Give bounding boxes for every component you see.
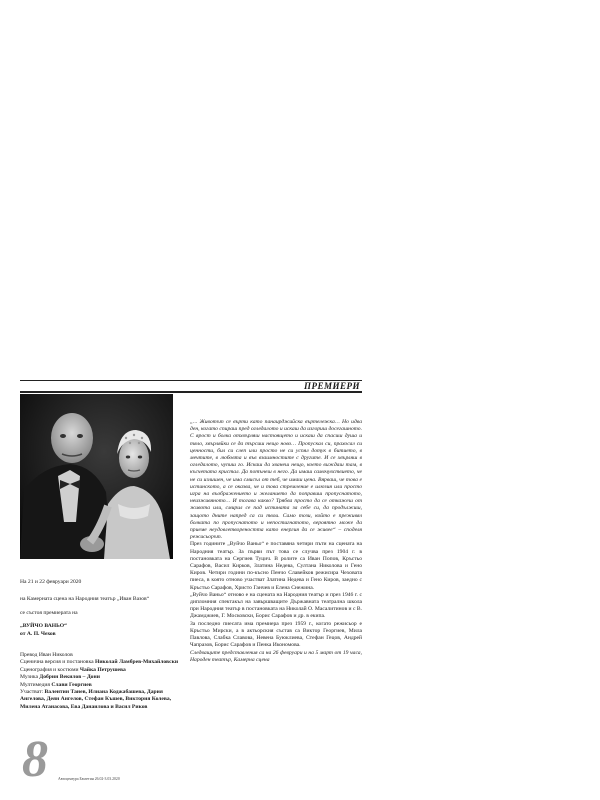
credit-label: Сценография и костюми: [20, 666, 80, 673]
credit-name: Добрин Векилов – Дони: [39, 674, 100, 681]
article-body: [190, 419, 362, 664]
credit-name: Николай Ламбрев-Михайловски: [94, 659, 179, 666]
credit-name: Валентин Танев, Илиана Коджабашева, Дария Ангелова, Деян Ангелов, Стефан Къшев, Виктория Колева, Милена Атанасова, Ева Данаилова и Васил Риков: [20, 689, 172, 710]
footer-note: Автоцензура Бюлетин 26.02-3.03.2020: [58, 777, 120, 781]
play-title: „ВУЙЧО ВАНЬО“: [20, 623, 67, 630]
body-paragraph: За последно пиесата има премиера през 1959 г., когато режисьор е Кръстьо Мирски, а в актьорския състав са Виктор Георгиев, Мила Павлова, Слабка Славова, Невена Буюклиева, Стефан Гецов, Андрей Чапразов, Борис Сарафов и Пенка Икономова.: [190, 620, 362, 649]
next-performances: Следващите представления са на 26 февруари и на 5 март от 19 часа, Народен театър, Камерна сцена: [190, 649, 362, 663]
premiere-intro: се състоя премиерата на: [20, 609, 78, 616]
left-column: [20, 579, 180, 711]
credit-name: Иван Николов: [38, 652, 73, 659]
credit-label: Участват:: [20, 689, 45, 696]
body-paragraph: „... Животът се върти като панаирджийска въртележка… Но идва ден, когато спираш пред огледалото и искаш да изгориш досегашното. С ярост и болка отхвърляш настоящето и искаш да спасиш душа и тяло, хвърляйки се да търсиш нещо ново… Пропускал си, прахосал си ценности, бил си слеп или просто не си успял дотук в битието, в мечтите, в любовта и във взаимностите с другите. И се хвърляш в огледалото, чупиш го. Искаш да хванеш нещо, което виждаш там, в късчетата кристал. Да потънеш в него. Да имаш самочувствието, че не си излишен, че има смисъл от теб, че имаш цена. Вярваш, че това е истинското, а се оказва, че и това стремление е илюзия или просто игра на въображението и желанието да поправиш пропуснатото, неизживяното… И тогава какво? Трябва просто да се откажеш от живота или, смирил се пад истината за себе си, да продължиш, защото дните напред са си твои. Само този, който е преживял болката по пропуснатото и непостигнатото, вероятно може да приеме неудовлетвореността като енергия да се живее“ – споделя режисьорът.: [190, 419, 362, 541]
credit-name: Слави Георгиев: [51, 681, 92, 688]
performance-photo: [20, 394, 173, 559]
credit-label: Мултимедия: [20, 681, 52, 688]
credit-label: Превод: [20, 652, 39, 659]
credit-line: [20, 659, 180, 666]
credits-list: [20, 652, 180, 711]
credit-line: [20, 674, 180, 681]
page-number: 8: [22, 731, 48, 788]
credit-label: Сценична версия и постановка: [20, 659, 95, 666]
section-title: ПРЕМИЕРИ: [303, 381, 360, 391]
play-author: от А. П. Чехов: [20, 630, 56, 637]
credit-name: Чайка Петрушева: [79, 666, 126, 673]
premiere-dates: На 21 и 22 февруари 2020: [20, 579, 82, 585]
premiere-venue: на Камерната сцена на Народния театър „Иван Вазов“: [20, 596, 150, 603]
credit-label: Музика: [20, 674, 40, 681]
body-paragraph: През годините „Вуйчо Ваньо“ е поставяна четири пъти на сцената на Народния театър. За първи път това се случва през 1904 г. в постановката на Сергиев Туцич. В ролите са Иван Попов, Кръстьо Сарафов, Васил Кирков, Златина Недева, Султана Николова и Гено Киров. Четири години по-късно Пенчо Славейков режисира Чеховата пиеса, в която отново участват Златина Недева и Гено Киров, заедно с Кръстьо Сарафов, Христо Ганчев и Елена Снежина.: [190, 541, 362, 591]
header-rule-bottom: [20, 391, 362, 393]
credit-line: [20, 682, 180, 689]
body-paragraph: „Вуйчо Ваньо“ отново е на сцената на Народния театър и през 1946 г. с дипломния спектакъл на завършващите Държавната театрална школа при Народния театър в постановката на Николай О. Масалитинов и с В. Джамджиев, Г. Московски, Борис Сарафов и др. в екипа.: [190, 591, 362, 620]
credit-line: [20, 689, 180, 711]
